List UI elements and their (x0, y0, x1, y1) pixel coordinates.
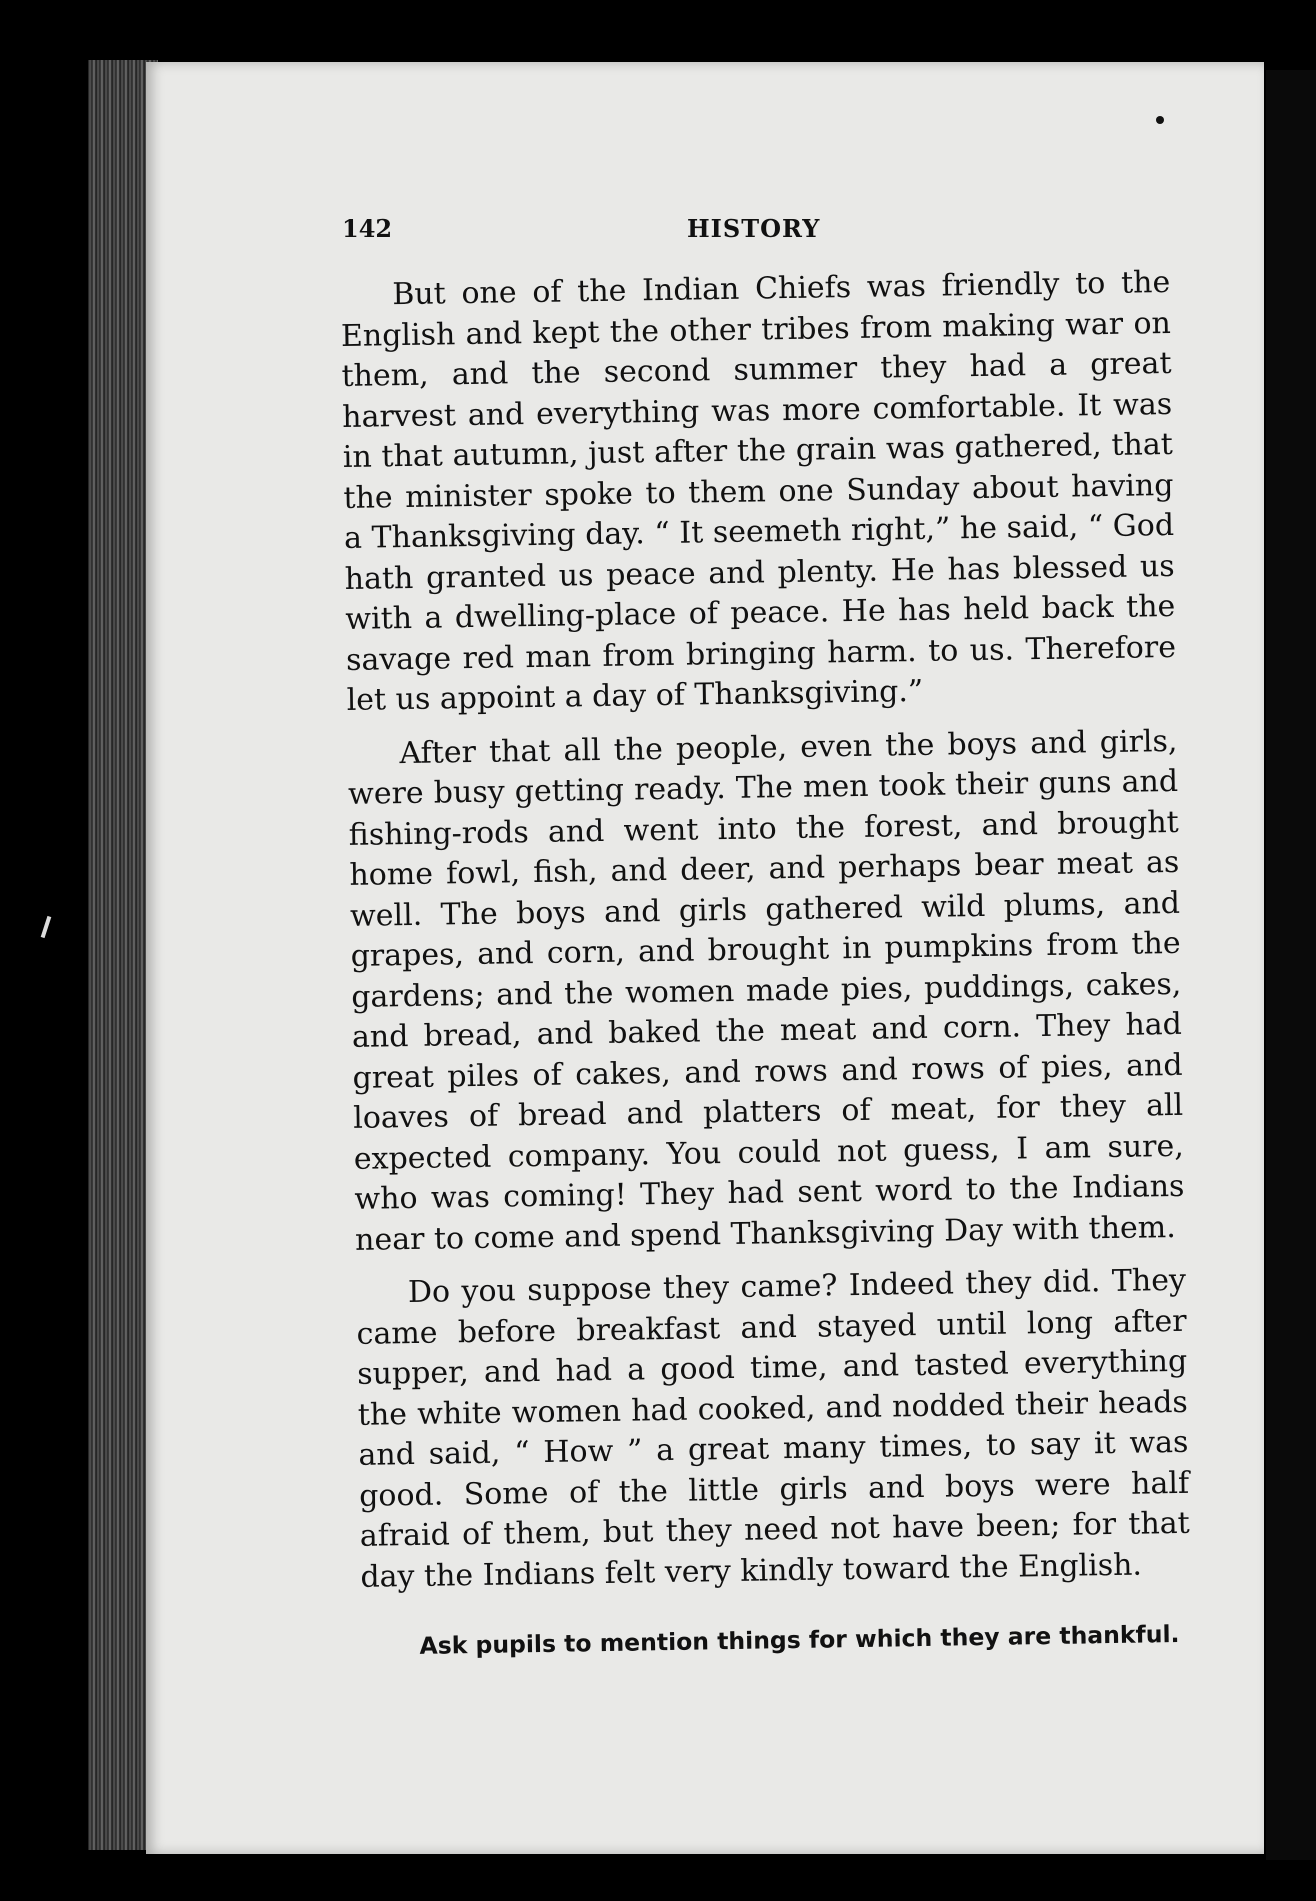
paragraph-1: But one of the Indian Chiefs was friendly to the English and kept the other tribes from making war on them, and the second summer they had a great harvest and everything was more comfortable. It was in that autumn, just after the grain was gathered, that the minister spoke to them one Sunday about having a Thanksgiving day. “ It seemeth right,” he said, “ God hath granted us peace and plenty. He has blessed us with a dwelling-place of peace. He has held back the savage red man from bringing harm. to us. Therefore let us appoint a day of Thanksgiving.” (340, 264, 1177, 718)
paragraph-3: Do you suppose they came? Indeed they did. They came before breakfast and stayed until long after supper, and had a good time, and tasted everything the white women had cooked, and nodded their heads and said, “ How ” a great many times, to say it was good. Some of the little girls and boys were half afraid of them, but they need not have been; for that day the Indians felt very kindly toward the English. (356, 1262, 1190, 1595)
paragraph-2: After that all the people, even the boys and girls, were busy getting ready. The men took their guns and fishing-rods and went into the forest, and brought home fowl, fish, and deer, and perhaps bear meat as well. The boys and girls gathered wild plums, and grapes, and corn, and brought in pumpkins from the gardens; and the women made pies, puddings, cakes, and bread, and baked the meat and corn. They had great piles of cakes, and rows and rows of pies, and loaves of bread and platters of meat, for they all expected company. You could not guess, I am sure, who was coming! They had sent word to the Indians near to come and spend Thanksgiving Day with them. (347, 723, 1185, 1258)
body-text (340, 263, 1192, 1662)
teacher-note: Ask pupils to mention things for which they are thankful. (419, 1619, 1180, 1660)
scan-speck (41, 916, 52, 938)
ink-dot (1156, 116, 1164, 124)
page-header (342, 214, 1052, 248)
facing-page-edge (1266, 70, 1316, 1860)
page-number: 142 (342, 214, 393, 243)
running-head: HISTORY (687, 214, 821, 243)
